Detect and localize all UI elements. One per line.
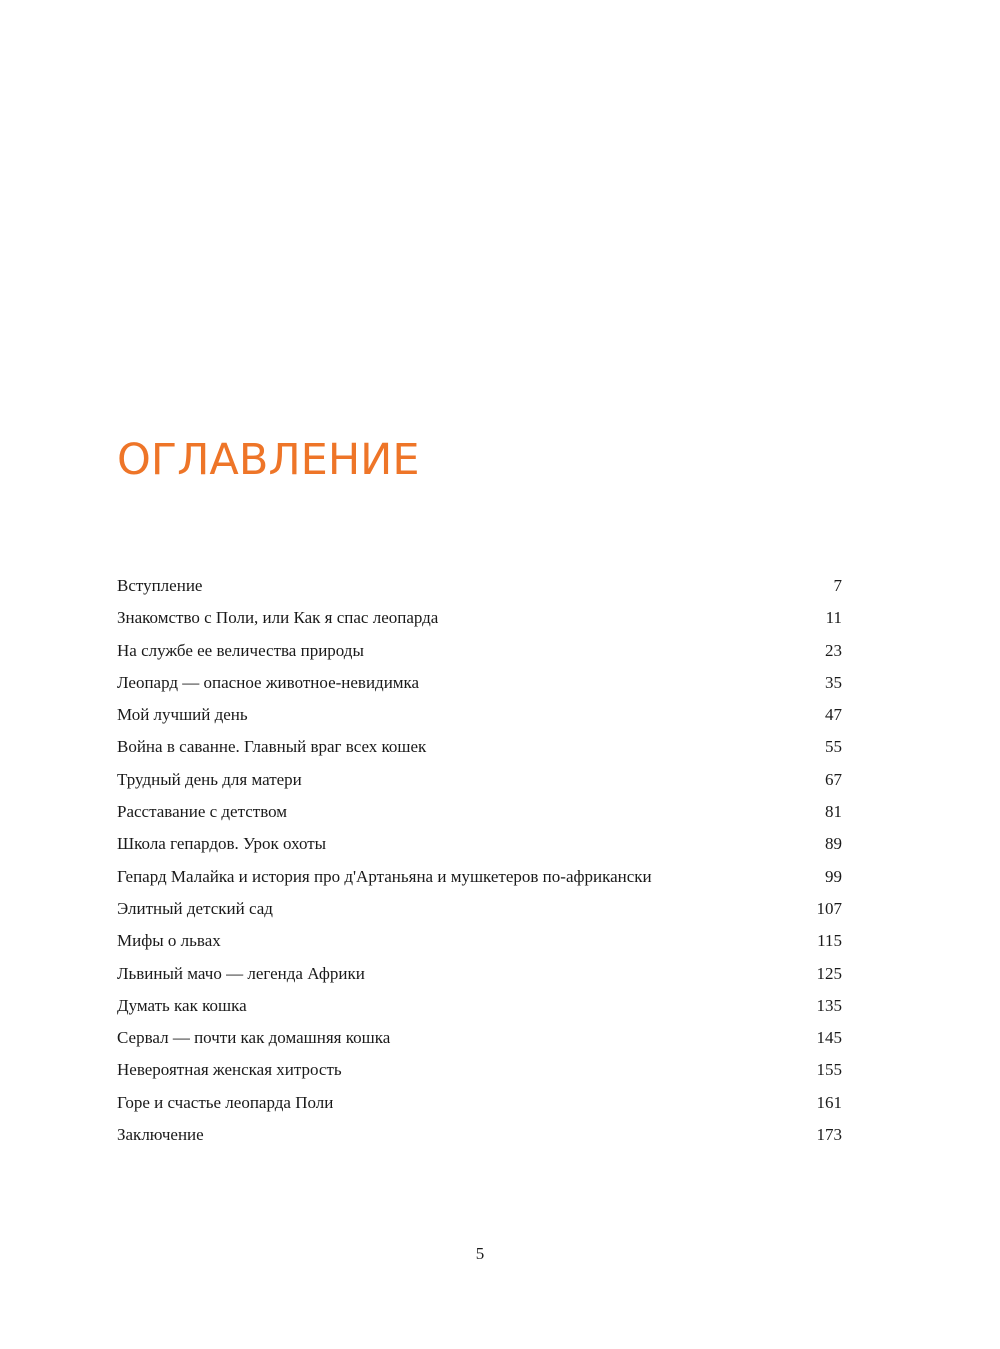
toc-entry — [117, 931, 842, 963]
toc-entry-title: Элитный детский сад — [117, 898, 273, 918]
toc-entry-title: Мой лучший день — [117, 705, 248, 725]
toc-entry — [117, 1028, 842, 1060]
toc-entry-title: Заключение — [117, 1125, 204, 1145]
page-title: ОГЛАВЛЕНИЕ — [117, 435, 420, 485]
toc-entry-page: 107 — [816, 898, 842, 918]
toc-entry — [117, 1125, 842, 1157]
toc-entry — [117, 834, 842, 866]
toc-entry-page: 89 — [825, 834, 842, 854]
toc-entry — [117, 867, 842, 899]
toc-entry-page: 47 — [825, 705, 842, 725]
toc-entry-page: 35 — [825, 672, 842, 692]
toc-entry — [117, 1093, 842, 1125]
toc-entry-title: Война в саванне. Главный враг всех кошек — [117, 737, 427, 757]
toc-entry — [117, 1060, 842, 1092]
toc-entry-page: 173 — [816, 1125, 842, 1145]
toc-entry-title: Трудный день для матери — [117, 769, 302, 789]
toc-entry-page: 81 — [825, 802, 842, 822]
toc-entry — [117, 996, 842, 1028]
toc-entry-page: 67 — [825, 769, 842, 789]
toc-entry-page: 11 — [825, 608, 842, 628]
toc-entry-page: 125 — [816, 963, 842, 983]
toc-entry — [117, 608, 842, 640]
toc-entry-page: 7 — [833, 576, 842, 595]
toc-entry-title: Знакомство с Поли, или Как я спас леопарда — [117, 608, 439, 628]
toc-entry-page: 115 — [817, 931, 842, 951]
toc-entry — [117, 964, 842, 996]
page-number: 5 — [475, 1244, 485, 1263]
toc-entry — [117, 576, 842, 608]
toc-entry-page: 23 — [825, 640, 842, 660]
toc-entry-title: Расставание с детством — [117, 802, 288, 822]
toc-entry-title: Мифы о львах — [117, 931, 221, 951]
toc-entry-page: 155 — [816, 1060, 842, 1080]
toc-entry — [117, 641, 842, 673]
toc-entry — [117, 802, 842, 834]
toc-entry-page: 161 — [816, 1092, 842, 1112]
toc-entry-page: 55 — [825, 737, 842, 757]
toc-entry-title: Сервал — почти как домашняя кошка — [117, 1028, 391, 1048]
toc-entry-page: 135 — [816, 995, 842, 1015]
toc-entry-title: Невероятная женская хитрость — [117, 1060, 342, 1080]
toc-entry — [117, 673, 842, 705]
toc-entry-title: Школа гепардов. Урок охоты — [117, 834, 327, 854]
toc-entry — [117, 899, 842, 931]
toc-entry-title: Думать как кошка — [117, 995, 247, 1015]
toc-entry-title: Горе и счастье леопарда Поли — [117, 1092, 334, 1112]
toc-entry — [117, 737, 842, 769]
toc-entry-page: 145 — [816, 1028, 842, 1048]
toc-entry-title: Гепард Малайка и история про д'Артаньяна и мушкетеров по-африкански — [117, 866, 652, 886]
toc-entry — [117, 770, 842, 802]
toc-entry-title: Львиный мачо — легенда Африки — [117, 963, 365, 983]
toc-entry — [117, 705, 842, 737]
toc-entry-title: Леопард — опасное животное-невидимка — [117, 672, 420, 692]
table-of-contents — [117, 576, 842, 1157]
toc-entry-page: 99 — [825, 866, 842, 886]
toc-entry-title: Вступление — [117, 576, 203, 595]
toc-entry-title: На службе ее величества природы — [117, 640, 364, 660]
